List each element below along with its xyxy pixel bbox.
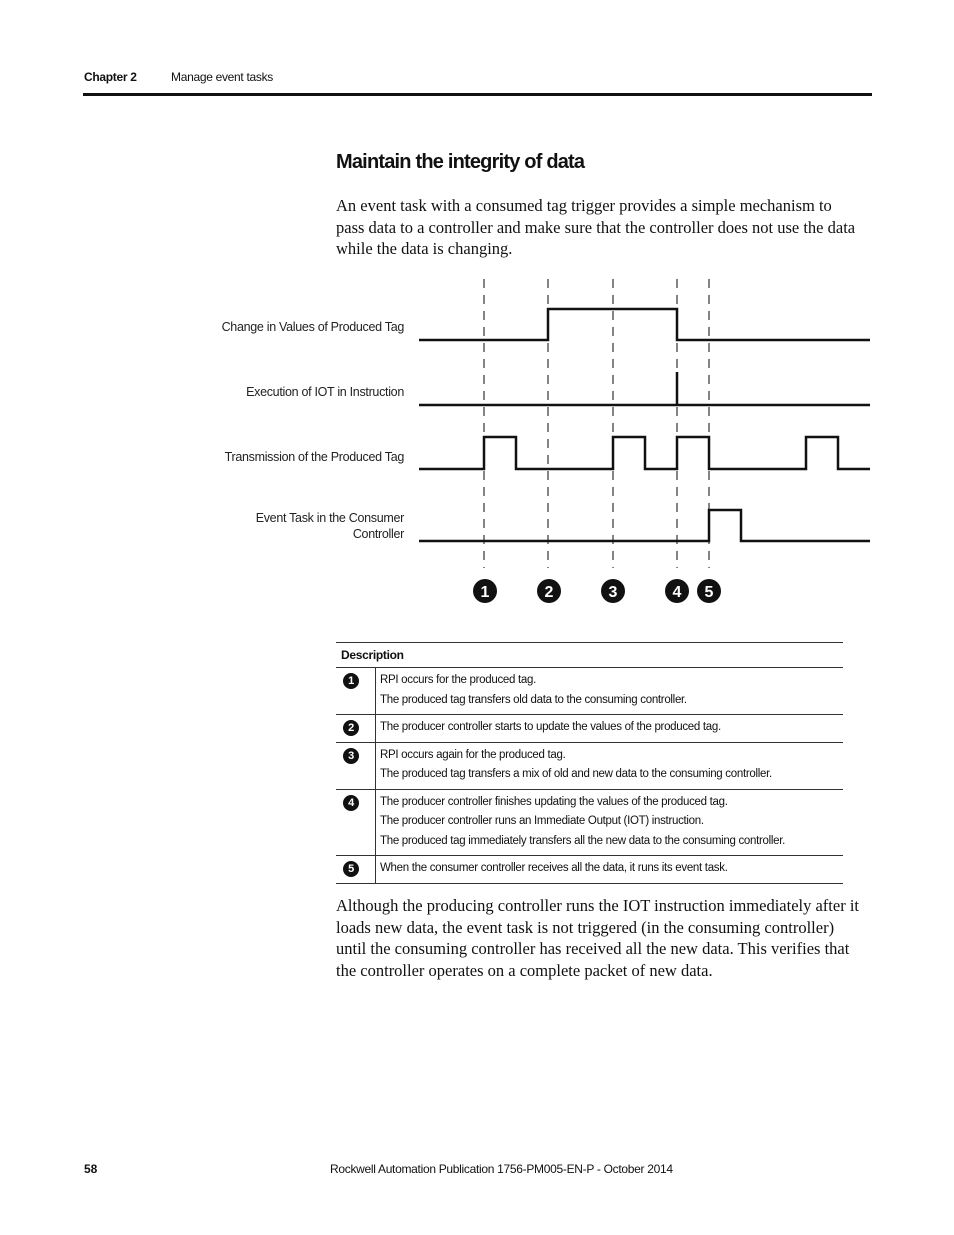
waveform-change-values	[419, 309, 870, 340]
row-text: RPI occurs again for the produced tag.	[380, 748, 566, 761]
row-text: When the consumer controller receives all the data, it runs its event task.	[380, 862, 728, 874]
row-number-badge: 4	[343, 795, 359, 811]
signal-label-change: Change in Values of Produced Tag	[221, 320, 404, 334]
marker-2-label: 2	[544, 584, 554, 601]
signal-label-iot: Execution of IOT in Instruction	[246, 385, 404, 399]
row-text: The produced tag transfers a mix of old and new data to the consuming controller.	[380, 768, 772, 780]
closing-paragraph: Although the producing controller runs the IOT instruction immediately after it loads new data, the event task is not triggered (in the consuming controller) until the consuming controller has received all the new data. This verifies that the controller operates on a complete packet of new data.	[336, 896, 859, 981]
marker-5	[697, 579, 721, 603]
table-header: Description	[336, 643, 843, 668]
marker-1	[473, 579, 497, 603]
intro-paragraph: An event task with a consumed tag trigger provides a simple mechanism to pass data to a controller and make sure that the controller does not use the data while the data is changing.	[336, 196, 856, 259]
row-text: The produced tag immediately transfers all the new data to the consuming controller.	[380, 834, 786, 847]
signal-label-event-task-line1: Event Task in the Consumer	[255, 511, 404, 525]
waveform-event-task	[419, 510, 870, 541]
signal-label-transmission: Transmission of the Produced Tag	[224, 450, 404, 464]
row-text: The produced tag transfers old data to the consuming controller.	[380, 693, 687, 706]
waveform-iot-execution	[419, 372, 870, 405]
table-row	[336, 668, 843, 715]
row-text: The producer controller starts to update the values of the produced tag.	[380, 721, 721, 733]
page-number: 58	[84, 1162, 98, 1176]
marker-4	[665, 579, 689, 603]
chapter-label: Chapter 2	[84, 70, 137, 84]
row-text: The producer controller finishes updating the values of the produced tag.	[380, 795, 728, 808]
waveform-transmission	[419, 437, 870, 469]
table-row	[336, 789, 843, 856]
row-number-badge: 1	[343, 673, 359, 689]
row-number-badge: 3	[343, 748, 359, 764]
marker-4-label: 4	[672, 584, 682, 601]
row-text: RPI occurs for the produced tag.	[380, 674, 536, 686]
table-row	[336, 742, 843, 789]
marker-5-label: 5	[704, 584, 714, 601]
row-number-badge: 2	[343, 720, 359, 736]
table-row	[336, 715, 843, 743]
description-table	[336, 642, 843, 884]
section-title: Maintain the integrity of data	[336, 151, 585, 173]
marker-1-label: 1	[480, 584, 490, 601]
marker-3	[601, 579, 625, 603]
chapter-title: Manage event tasks	[171, 70, 273, 84]
publication-info: Rockwell Automation Publication 1756-PM005-EN-P - October 2014	[330, 1162, 673, 1176]
row-number-badge: 5	[343, 861, 359, 877]
marker-3-label: 3	[608, 584, 618, 601]
table-row	[336, 856, 843, 884]
row-text: The producer controller runs an Immediate Output (IOT) instruction.	[380, 815, 704, 827]
signal-label-event-task-line2: Controller	[352, 527, 404, 541]
marker-2	[537, 579, 561, 603]
